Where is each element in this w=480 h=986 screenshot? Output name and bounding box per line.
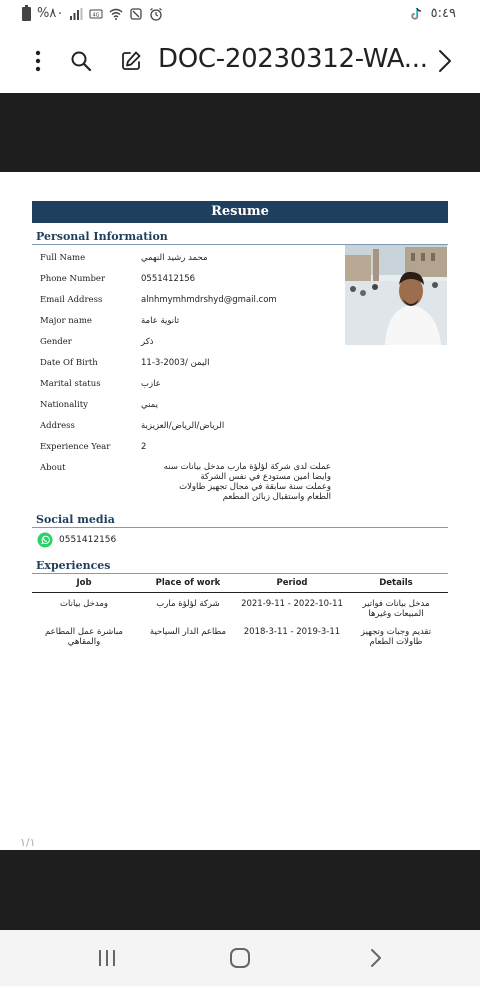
status-right xyxy=(409,6,456,21)
exp-place: مطاعم الدار السياحية xyxy=(149,627,227,637)
viewer-margin-top xyxy=(0,93,480,172)
exp-place: شركة لؤلؤة مارب xyxy=(156,599,220,609)
recent-apps-icon xyxy=(97,949,117,967)
about-line: وايضا امين مستودع في نفس الشركة xyxy=(200,472,331,482)
column-header: Period xyxy=(276,578,308,588)
profile-photo xyxy=(345,245,447,345)
exp-details: تقديم وجبات وتجهيز طاولات الطعام xyxy=(360,627,432,647)
column-header: Job xyxy=(76,578,92,588)
field-label: Marital status xyxy=(40,379,101,389)
about-text xyxy=(141,462,331,502)
document-toolbar xyxy=(0,30,480,93)
exp-period: 2018-3-11 - 2019-3-11 xyxy=(243,627,341,637)
viewer-margin-bottom xyxy=(0,850,480,930)
search-icon xyxy=(70,50,92,72)
edit-button[interactable] xyxy=(114,44,148,78)
field-label: Nationality xyxy=(40,400,88,410)
document-title: DOC-20230312-WA... xyxy=(158,44,428,74)
field-value: 11-3-2003/ اليمن xyxy=(141,358,210,368)
status-bar xyxy=(0,0,480,30)
field-value: محمد رشيد النهمي xyxy=(141,253,208,263)
home-button[interactable] xyxy=(226,946,254,970)
resume-header: Resume xyxy=(32,201,448,223)
page-counter: ١/١ xyxy=(20,836,36,849)
field-value: ذكر xyxy=(141,337,154,347)
exp-details: مدخل بيانات فواتير المبيعات وغيرها xyxy=(362,599,430,619)
exp-period: 2021-9-11 - 2022-10-11 xyxy=(241,599,343,609)
tiktok-icon xyxy=(409,7,423,21)
divider xyxy=(32,527,448,528)
signal-icon xyxy=(69,7,83,21)
field-label: About xyxy=(40,463,66,473)
next-button[interactable] xyxy=(428,44,462,78)
about-line: عملت لدى شركة لؤلؤة مارب مدخل بيانات سنه xyxy=(163,462,331,472)
wifi-icon xyxy=(109,7,123,21)
alarm-icon xyxy=(149,7,163,21)
more-options-button[interactable] xyxy=(21,44,55,78)
exp-job: مباشرة عمل المطاعم والمقاهي xyxy=(45,627,123,647)
experiences-title: Experiences xyxy=(36,559,111,572)
field-label: Major name xyxy=(40,316,92,326)
home-icon xyxy=(229,947,251,969)
battery-icon xyxy=(22,7,31,21)
status-left xyxy=(22,6,163,21)
field-value: ثانوية عامة xyxy=(141,316,180,326)
chevron-right-icon xyxy=(438,49,452,73)
document-page[interactable] xyxy=(0,172,480,850)
more-vert-icon xyxy=(35,50,41,72)
edit-icon xyxy=(120,50,142,72)
field-value: الرياض/الرياض/العزيزية xyxy=(141,421,225,431)
whatsapp-number: 0551412156 xyxy=(59,535,117,545)
field-label: Phone Number xyxy=(40,274,106,284)
navigation-bar xyxy=(0,930,480,986)
blocked-icon xyxy=(129,7,143,21)
divider xyxy=(32,573,448,574)
column-header: Details xyxy=(379,578,413,588)
field-label: Full Name xyxy=(40,253,86,263)
battery-text: %٨٠ xyxy=(37,6,64,21)
svg-text:4G: 4G xyxy=(92,12,100,18)
header-underline xyxy=(32,592,448,593)
field-label: Date Of Birth xyxy=(40,358,98,368)
field-value: alnhmymhmdrshyd@gmail.com xyxy=(141,295,277,305)
profile-photo-image xyxy=(345,245,447,345)
about-line: وعملت سنة سابقة في مجال تجهيز طاولات xyxy=(179,482,331,492)
field-label: Address xyxy=(40,421,75,431)
field-label: Experience Year xyxy=(40,442,111,452)
about-line: الطعام واستقبال زبائن المطعم xyxy=(222,492,331,502)
whatsapp-icon xyxy=(37,532,53,548)
social-media-title: Social media xyxy=(36,513,115,526)
personal-info-title: Personal Information xyxy=(36,230,168,243)
field-value: 0551412156 xyxy=(141,274,196,284)
field-value: 2 xyxy=(141,442,147,452)
exp-job: ومدخل بيانات xyxy=(60,599,108,609)
back-icon xyxy=(370,948,382,968)
back-button[interactable] xyxy=(362,946,390,970)
search-button[interactable] xyxy=(64,44,98,78)
field-label: Email Address xyxy=(40,295,103,305)
recent-apps-button[interactable] xyxy=(93,946,121,970)
field-value: عازب xyxy=(141,379,161,389)
field-label: Gender xyxy=(40,337,72,347)
clock: ٥:٤٩ xyxy=(430,6,456,21)
field-value: يمني xyxy=(141,400,158,410)
volte-icon xyxy=(89,7,103,21)
column-header: Place of work xyxy=(155,578,221,588)
